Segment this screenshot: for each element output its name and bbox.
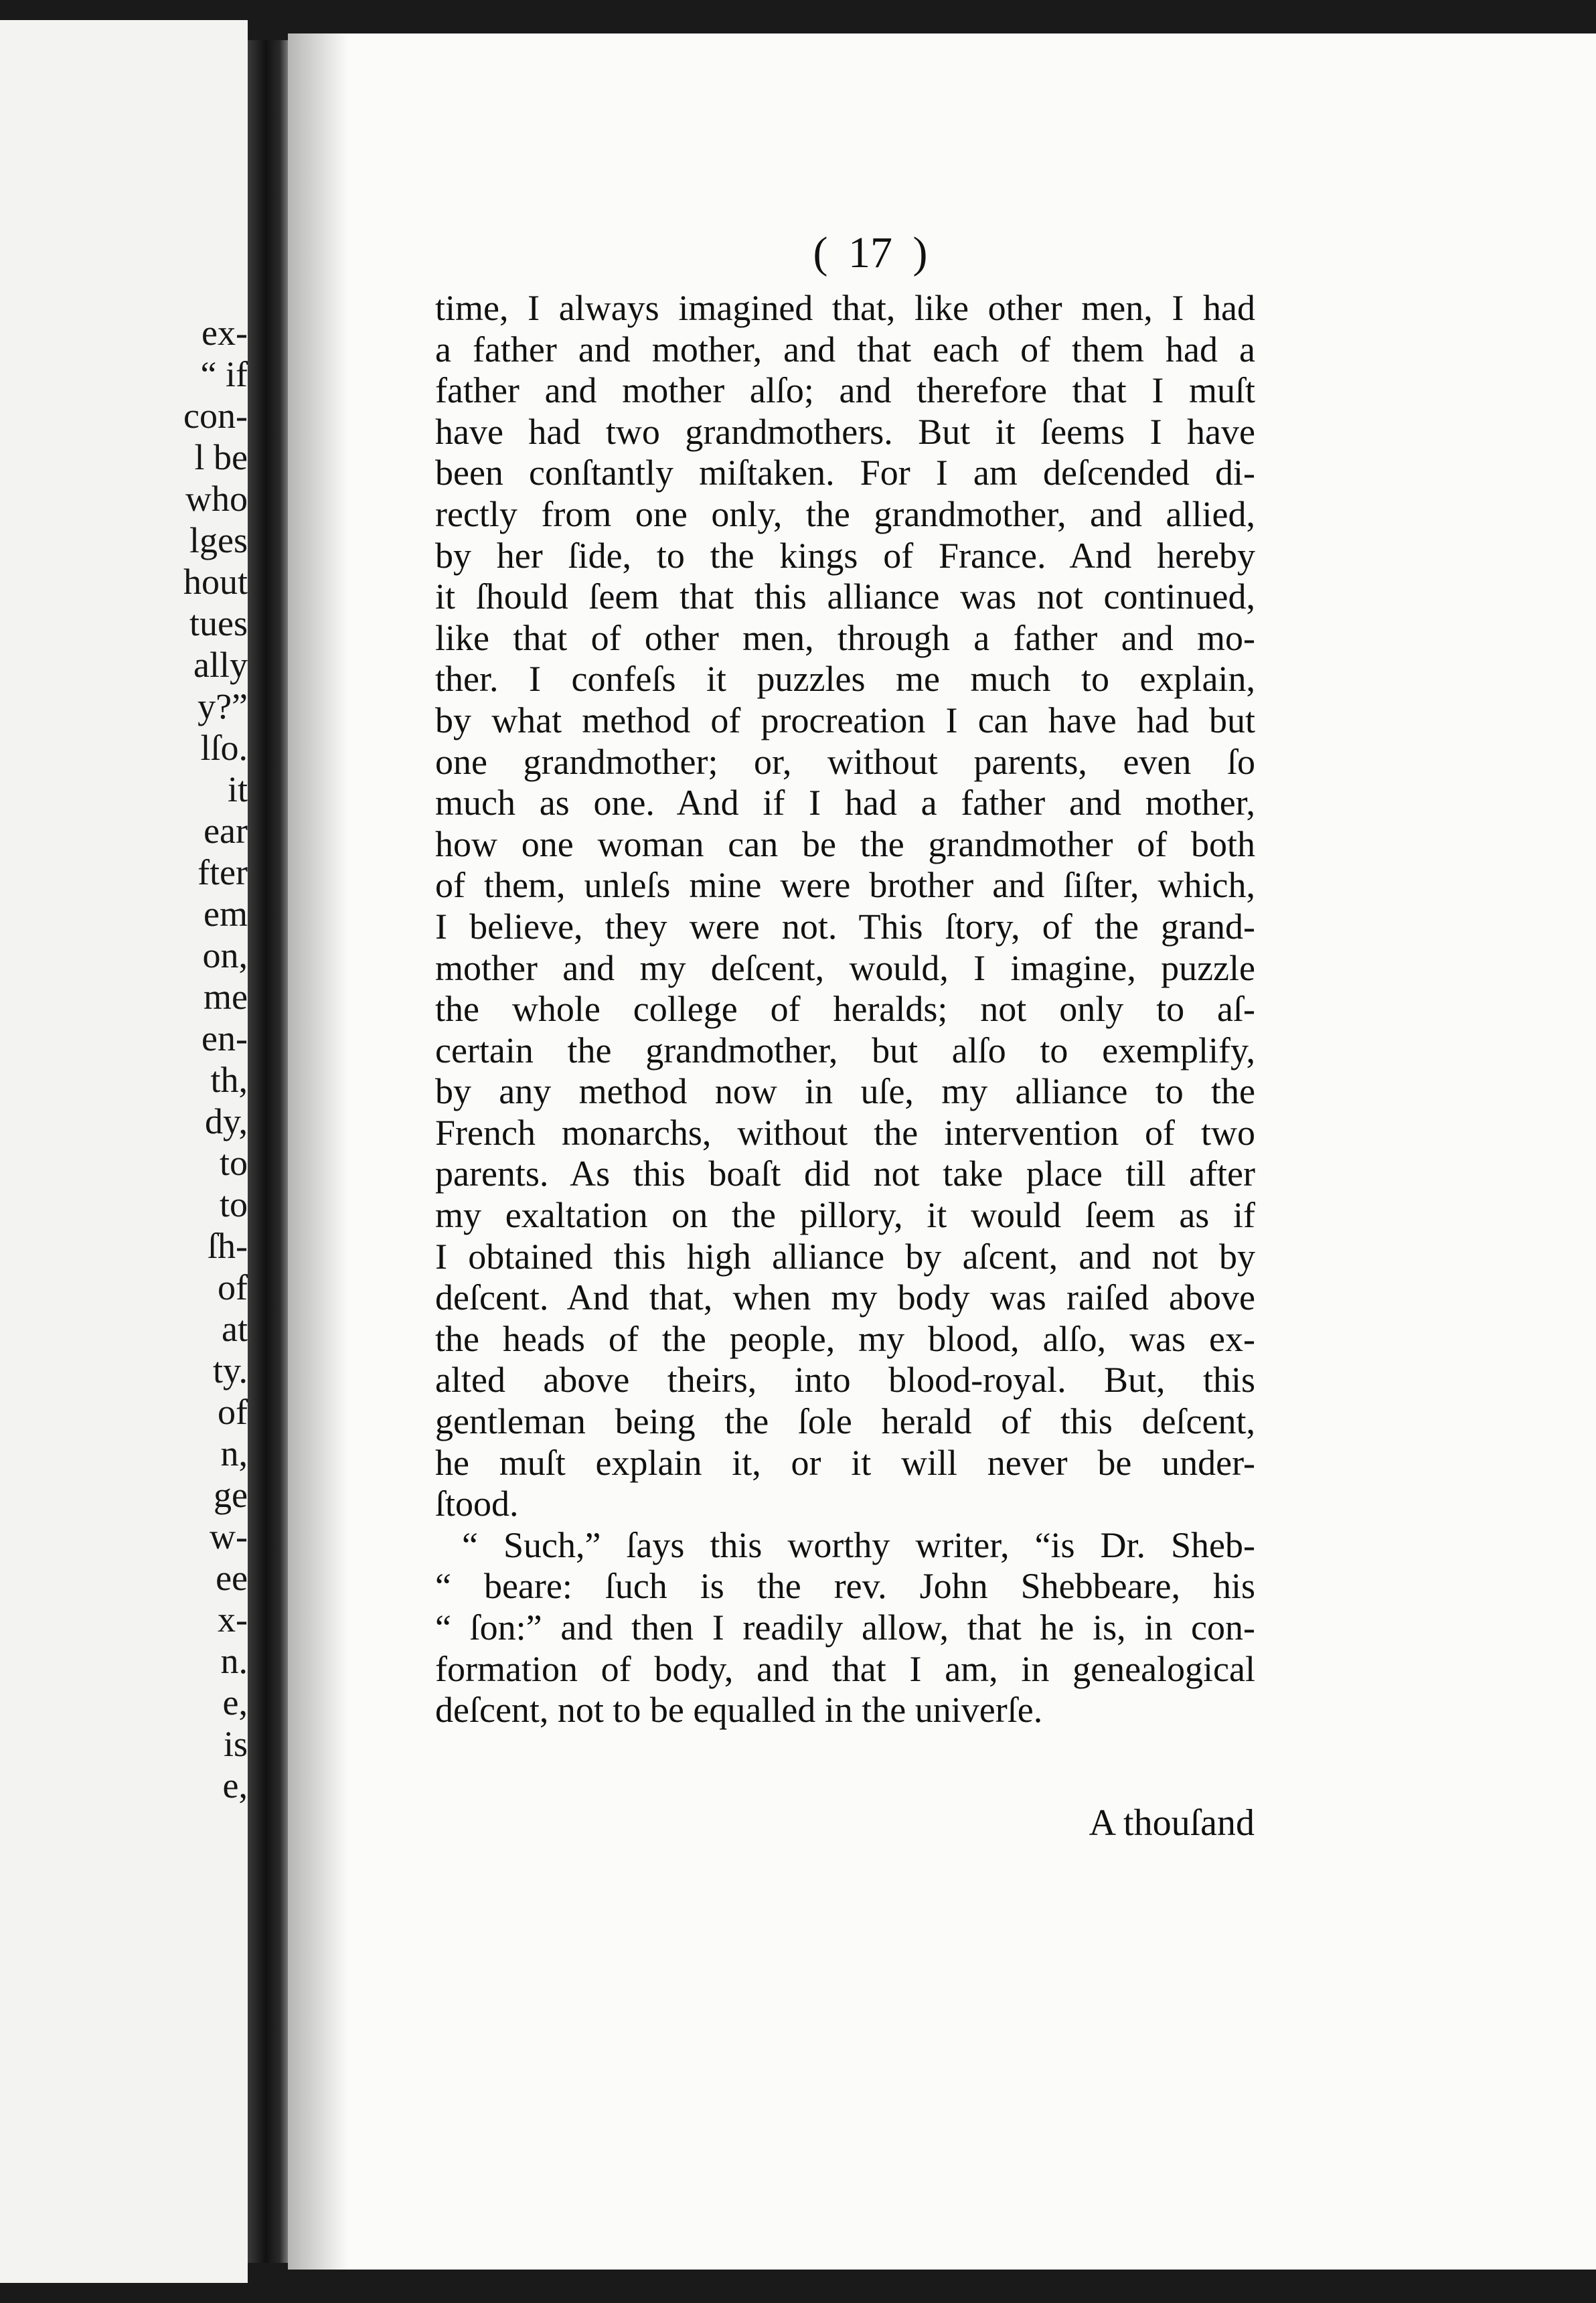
text-line: father and mother alſo; and therefore that I muſt	[435, 370, 1255, 411]
margin-fragment: to	[219, 1184, 248, 1224]
left-page-margin-fragments	[74, 20, 248, 2283]
margin-fragment: on,	[202, 935, 248, 975]
text-line: “ beare: ſuch is the rev. John Shebbeare, his	[435, 1566, 1255, 1607]
text-line: formation of body, and that I am, in genealogical	[435, 1648, 1255, 1689]
text-line: by her ſide, to the kings of France. And hereby	[435, 535, 1255, 576]
text-line: of them, unleſs mine were brother and ſiſter, which,	[435, 865, 1255, 906]
margin-fragment: x-	[218, 1599, 248, 1640]
text-line: the whole college of heralds; not only to aſ-	[435, 989, 1255, 1030]
margin-fragment: tues	[189, 603, 248, 643]
margin-fragment: of	[218, 1392, 248, 1432]
text-line: “ ſon:” and then I readily allow, that he is, in con-	[435, 1607, 1255, 1648]
page-number: ( 17 )	[813, 228, 928, 277]
text-line: like that of other men, through a father and mo-	[435, 617, 1255, 658]
margin-fragment: n.	[220, 1641, 248, 1681]
text-line: the heads of the people, my blood, alſo, was ex-	[435, 1318, 1255, 1359]
margin-fragment: lſo.	[200, 728, 248, 768]
text-line: been conſtantly miſtaken. For I am deſcended di-	[435, 453, 1255, 493]
margin-fragment: at	[222, 1309, 248, 1349]
text-line: deſcent, not to be equalled in the univerſe.	[435, 1690, 1043, 1731]
book-gutter	[248, 40, 288, 2263]
margin-fragment: ally	[193, 645, 248, 685]
margin-fragment: ty.	[213, 1350, 248, 1391]
margin-fragment: l be	[194, 437, 248, 477]
margin-fragment: me	[204, 977, 248, 1017]
text-line: parents. As this boaſt did not take place till after	[435, 1154, 1255, 1194]
text-line: it ſhould ſeem that this alliance was not continued,	[435, 576, 1255, 617]
text-line: I obtained this high alliance by aſcent, and not by	[435, 1236, 1255, 1277]
margin-fragment: it	[227, 769, 248, 809]
text-line: certain the grandmother, but alſo to exemplify,	[435, 1030, 1255, 1070]
gutter-shadow	[288, 33, 348, 2270]
margin-fragment: w-	[210, 1516, 248, 1557]
margin-fragment: y?”	[197, 686, 248, 726]
text-line: ther. I confeſs it puzzles me much to explain,	[435, 659, 1255, 700]
text-line: gentleman being the ſole herald of this deſcent,	[435, 1401, 1255, 1442]
text-line: ſtood.	[435, 1484, 519, 1524]
margin-fragment: fter	[197, 852, 248, 892]
text-line: time, I always imagined that, like other men, I had	[435, 288, 1255, 328]
text-line: a father and mother, and that each of them had a	[435, 329, 1255, 370]
margin-fragment: th,	[210, 1060, 248, 1100]
text-line: by what method of procreation I can have had but	[435, 700, 1255, 740]
catchword: A thouſand	[1089, 1802, 1255, 1844]
text-line: I believe, they were not. This ſtory, of the grand-	[435, 906, 1255, 947]
text-line: much as one. And if I had a father and mother,	[435, 783, 1255, 823]
margin-fragment: hout	[183, 562, 248, 602]
text-line: French monarchs, without the intervention of two	[435, 1112, 1255, 1153]
margin-fragment: ex-	[202, 313, 248, 353]
margin-fragment: dy,	[205, 1101, 248, 1141]
margin-fragment: of	[218, 1267, 248, 1307]
margin-fragment: ge	[214, 1475, 248, 1515]
left-page	[0, 20, 248, 2283]
margin-fragment: em	[204, 894, 248, 934]
text-line: deſcent. And that, when my body was raiſed above	[435, 1277, 1255, 1318]
margin-fragment: is	[223, 1724, 248, 1764]
margin-fragment: ſh-	[208, 1226, 248, 1266]
margin-fragment: n,	[220, 1433, 248, 1474]
margin-fragment: en-	[202, 1018, 248, 1058]
text-line: how one woman can be the grandmother of both	[435, 823, 1255, 864]
text-line: have had two grandmothers. But it ſeems I have	[435, 411, 1255, 452]
margin-fragment: lges	[189, 520, 248, 560]
margin-fragment: to	[219, 1143, 248, 1183]
text-line: my exaltation on the pillory, it would ſeem as if	[435, 1195, 1255, 1236]
margin-fragment: e,	[222, 1682, 248, 1723]
text-line: he muſt explain it, or it will never be under-	[435, 1442, 1255, 1483]
margin-fragment: ee	[216, 1558, 248, 1598]
text-line: by any method now in uſe, my alliance to the	[435, 1071, 1255, 1112]
text-line: alted above theirs, into blood-royal. But, this	[435, 1360, 1255, 1401]
body-text	[435, 288, 1255, 1731]
margin-fragment: who	[185, 479, 248, 519]
text-line: “ Such,” ſays this worthy writer, “is Dr. Sheb-	[462, 1524, 1255, 1565]
margin-fragment: e,	[222, 1765, 248, 1806]
margin-fragment: con-	[183, 396, 248, 436]
text-line: rectly from one only, the grandmother, and allied,	[435, 493, 1255, 534]
text-line: one grandmother; or, without parents, even ſo	[435, 741, 1255, 782]
text-line: mother and my deſcent, would, I imagine, puzzle	[435, 947, 1255, 988]
margin-fragment: ear	[204, 811, 248, 851]
margin-fragment: “ if	[200, 354, 248, 394]
